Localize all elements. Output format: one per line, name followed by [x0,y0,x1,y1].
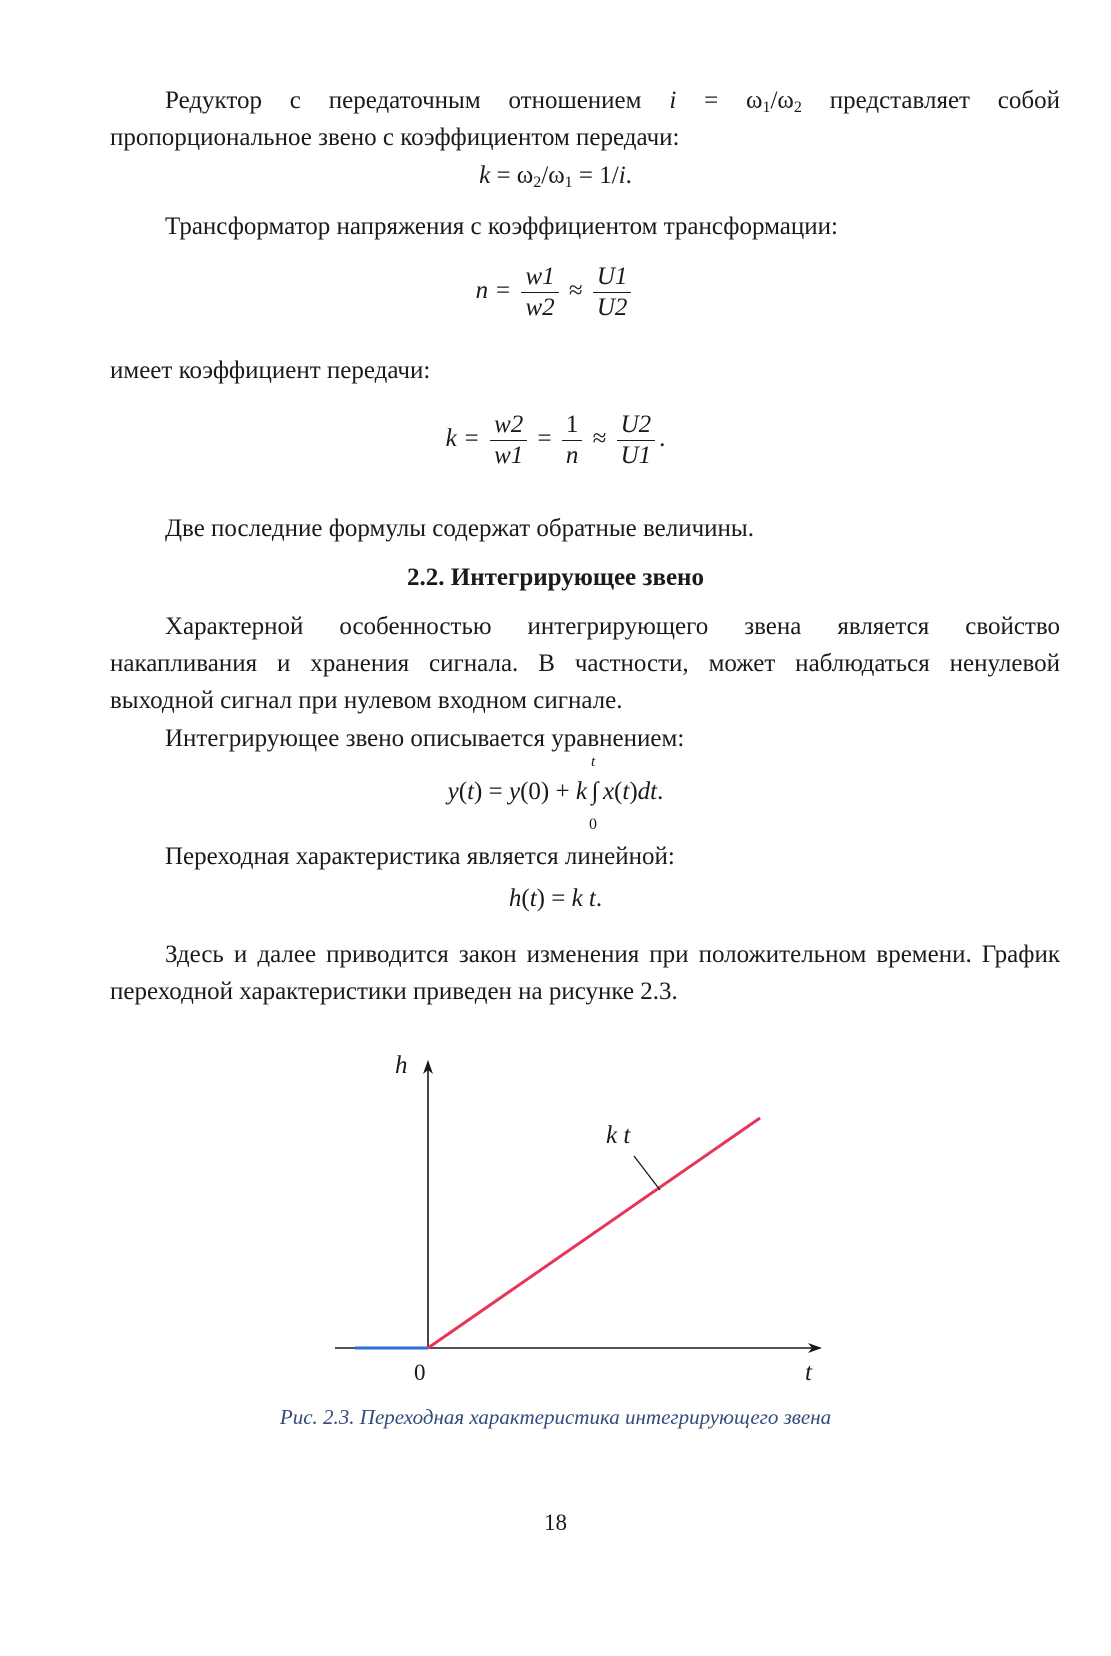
fraction-denominator: U1 [620,442,652,469]
paragraph-transformer: Трансформатор напряжения с коэффициентом трансформации: [165,213,838,240]
integral-lower-limit: 0 [588,816,597,833]
y-axis-label: h [395,1052,408,1079]
formula-transformer-ratio: n = $\frac{w1}{w2}$ ≈ $\frac{U1}{U2}$ [0,262,1111,323]
formula-gain-reducer: $k = \omega_2/\omega_1 = 1/i$. [479,162,632,191]
formula-transformer-gain: k = $\frac{w2}{w1}$ = $\frac{1}{n}$ ≈ $\frac{U2}{U1}$ . [445,411,666,469]
fraction-numerator: w2 [490,410,527,441]
paragraph-inverse-note: Две последние формулы содержат обратные величины. [165,515,754,542]
formula-lhs: n = [475,277,512,305]
paragraph-integrator-equation-intro: Интегрирующее звено описывается уравнением: [165,725,685,752]
paragraph-has-gain: имеет коэффициент передачи: [110,357,431,384]
fraction-numerator: w1 [521,262,558,293]
fraction-denominator: w2 [525,294,555,321]
ramp-line-kt [428,1118,760,1348]
origin-label: 0 [414,1360,426,1385]
fraction-denominator: n [565,442,579,469]
step-response-figure [0,1040,1111,1400]
page-number: 18 [544,1510,567,1535]
fraction-numerator: U2 [617,410,656,441]
formula-step-response: h(t) = k t. [508,885,603,912]
paragraph-step-response-linear: Переходная характеристика является линейной: [165,843,675,870]
fraction-denominator: w1 [494,442,524,469]
integral-upper-limit: t [590,754,596,770]
figure-caption: Рис. 2.3. Переходная характеристика интегрирующего звена [279,1405,832,1429]
formula-integrator: y(t) = y(0) + k t ∫ 0 x(t)dt. [447,754,664,833]
fraction-denominator: U2 [596,294,628,321]
label-leader-line [634,1156,660,1190]
formula-lhs: k = [445,425,480,453]
fraction-numerator: U1 [593,262,632,293]
x-axis-label: t [805,1359,812,1386]
paragraph-reducer: Редуктор с передаточным отношением $i = \omega_1/\omega_2$ представляет собой пропорциональное звено с коэффициентом передачи: [110,87,1060,151]
fraction-numerator: 1 [562,410,583,441]
section-heading: 2.2. Интегрирующее звено [407,564,704,591]
ramp-line-label: k t [606,1122,631,1149]
paragraph-positive-time: Здесь и далее приводится закон изменения при положительном времени. График переходной характеристики приведен на рисунке 2.3. [110,941,1060,1005]
paragraph-integrator-property: Характерной особенностью интегрирующего звена является свойство накапливания и хранения сигнала. В частности, может наблюдаться ненулевой выходной сигнал при нулевом входном сигнале. [110,613,1060,714]
